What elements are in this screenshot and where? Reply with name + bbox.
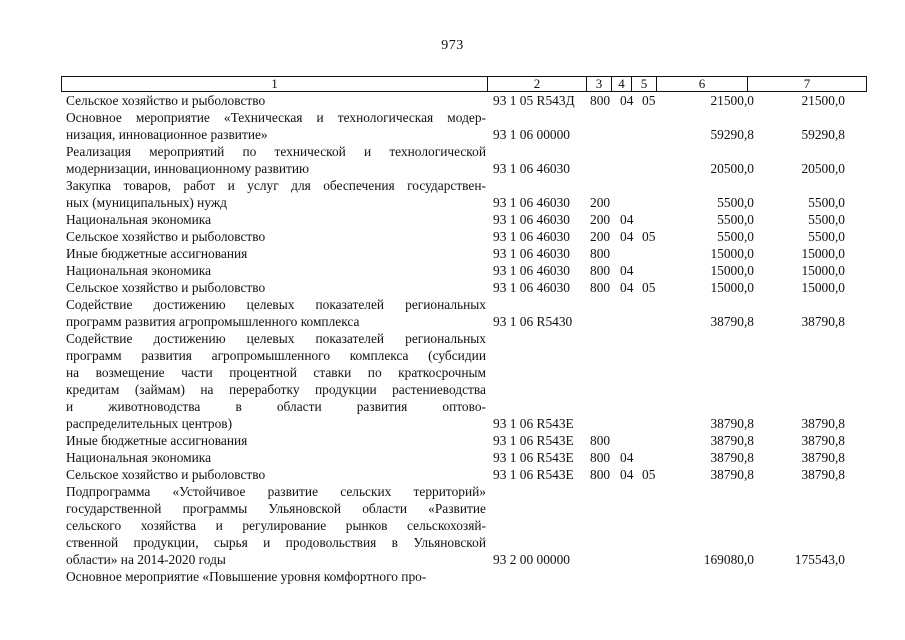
row-section: 04 [620, 93, 634, 108]
row-expense-type: 800 [590, 433, 611, 448]
table-row [0, 143, 905, 177]
row-name-line: Национальная экономика [66, 263, 212, 278]
table-row [0, 262, 905, 279]
header-col-5: 5 [632, 77, 657, 91]
row-code: 93 1 06 46030 [493, 246, 570, 261]
row-section: 04 [620, 450, 634, 465]
row-cells [0, 415, 905, 432]
row-amount-col6: 38790,8 [710, 450, 754, 465]
table-row [0, 449, 905, 466]
row-expense-type: 800 [590, 93, 611, 108]
row-code: 93 1 06 46030 [493, 229, 570, 244]
row-name-line: Иные бюджетные ассигнования [66, 433, 248, 448]
header-col-7: 7 [803, 76, 811, 91]
row-code: 93 2 00 00000 [493, 552, 570, 567]
row-expense-type: 800 [590, 246, 611, 261]
row-cells [0, 279, 905, 296]
row-cells [0, 160, 905, 177]
row-amount-col6: 15000,0 [710, 280, 754, 295]
table-row [0, 432, 905, 449]
table-row [0, 568, 905, 585]
row-code: 93 1 06 R543E [493, 433, 574, 448]
row-amount-col7: 59290,8 [801, 127, 845, 142]
row-code: 93 1 06 46030 [493, 263, 570, 278]
row-amount-col6: 59290,8 [710, 127, 754, 142]
row-code: 93 1 06 R543E [493, 416, 574, 431]
row-name-line: Сельское хозяйство и рыболовство [66, 229, 266, 244]
row-amount-col7: 38790,8 [801, 433, 845, 448]
row-amount-col6: 5500,0 [717, 229, 754, 244]
row-name-line: Основное мероприятие «Техническая и технологическая модер- [66, 110, 486, 125]
row-amount-col6: 38790,8 [710, 314, 754, 329]
row-expense-type: 800 [590, 467, 611, 482]
table-row [0, 211, 905, 228]
row-amount-col6: 5500,0 [717, 212, 754, 227]
row-cells [0, 245, 905, 262]
row-amount-col7: 15000,0 [801, 263, 845, 278]
row-name-line: Реализация мероприятий по технической и технологической [66, 144, 486, 159]
row-name-line: программ развития агропромышленного комплекса [66, 314, 360, 329]
table-header [61, 76, 867, 92]
table-row [0, 330, 905, 432]
row-code: 93 1 06 46030 [493, 212, 570, 227]
row-subsection: 05 [642, 229, 656, 244]
row-cells [0, 126, 905, 143]
row-name-line: области» на 2014-2020 годы [66, 552, 226, 567]
row-name-line: Закупка товаров, работ и услуг для обеспечения государствен- [66, 178, 486, 193]
row-subsection: 05 [642, 93, 656, 108]
row-amount-col6: 20500,0 [710, 161, 754, 176]
table-row [0, 92, 905, 109]
row-amount-col7: 38790,8 [801, 467, 845, 482]
row-name-line: Иные бюджетные ассигнования [66, 246, 248, 261]
row-amount-col7: 38790,8 [801, 416, 845, 431]
row-subsection: 05 [642, 280, 656, 295]
row-amount-col6: 169080,0 [703, 552, 754, 567]
row-section: 04 [620, 263, 634, 278]
row-section: 04 [620, 229, 634, 244]
row-amount-col7: 38790,8 [801, 450, 845, 465]
row-amount-col7: 38790,8 [801, 314, 845, 329]
row-expense-type: 200 [590, 212, 611, 227]
row-name-line: сельского хозяйства и регулирование рынков сельскохозяй- [66, 518, 486, 533]
row-amount-col7: 5500,0 [808, 195, 845, 210]
row-cells [0, 449, 905, 466]
row-cells [0, 92, 905, 109]
row-code: 93 1 05 R543Д [493, 93, 575, 108]
row-amount-col7: 5500,0 [808, 229, 845, 244]
row-subsection: 05 [642, 467, 656, 482]
header-col-6: 6 [657, 77, 748, 91]
row-amount-col6: 38790,8 [710, 433, 754, 448]
row-cells [0, 551, 905, 568]
row-code: 93 1 06 46030 [493, 195, 570, 210]
row-amount-col7: 15000,0 [801, 246, 845, 261]
row-name-line: Содействие достижению целевых показателей региональных [66, 297, 486, 312]
row-name-line: распределительных центров) [66, 416, 233, 431]
row-amount-col6: 38790,8 [710, 467, 754, 482]
header-col-2: 2 [488, 77, 587, 91]
row-amount-col7: 15000,0 [801, 280, 845, 295]
page-number: 973 [441, 38, 464, 53]
row-name-line: модернизации, инновационному развитию [66, 161, 310, 176]
row-amount-col7: 21500,0 [801, 93, 845, 108]
row-code: 93 1 06 00000 [493, 127, 570, 142]
row-expense-type: 200 [590, 195, 611, 210]
row-amount-col6: 15000,0 [710, 246, 754, 261]
row-section: 04 [620, 280, 634, 295]
row-name-line: ных (муниципальных) нужд [66, 195, 227, 210]
row-amount-col7: 5500,0 [808, 212, 845, 227]
row-cells [0, 228, 905, 245]
row-expense-type: 800 [590, 280, 611, 295]
row-name-line: кредитам (займам) на переработку продукции растениеводства [66, 382, 486, 397]
header-col-1: 1 [62, 77, 488, 91]
table-row [0, 177, 905, 211]
row-cells [0, 432, 905, 449]
row-code: 93 1 06 R543E [493, 450, 574, 465]
row-code: 93 1 06 46030 [493, 280, 570, 295]
row-name-line: Подпрограмма «Устойчивое развитие сельских территорий» [66, 484, 486, 499]
row-section: 04 [620, 212, 634, 227]
row-amount-col6: 5500,0 [717, 195, 754, 210]
row-code: 93 1 06 46030 [493, 161, 570, 176]
table-row [0, 228, 905, 245]
row-amount-col6: 21500,0 [710, 93, 754, 108]
row-cells [0, 262, 905, 279]
row-name-line: Сельское хозяйство и рыболовство [66, 93, 266, 108]
row-amount-col6: 38790,8 [710, 416, 754, 431]
header-col-3: 3 [587, 77, 612, 91]
row-name-line: программ развития агропромышленного комплекса (субсидии [66, 348, 486, 363]
row-name-line: Сельское хозяйство и рыболовство [66, 467, 266, 482]
row-name-line: ственной продукции, сырья и продовольствия в Ульяновской [66, 535, 486, 550]
row-name-line: и животноводства в области развития оптово- [66, 399, 486, 414]
table-body [0, 92, 905, 585]
row-cells [0, 211, 905, 228]
row-cells [0, 194, 905, 211]
row-name-line: государственной программы Ульяновской области «Развитие [66, 501, 486, 516]
row-expense-type: 800 [590, 263, 611, 278]
table-row [0, 296, 905, 330]
row-cells [0, 568, 905, 585]
row-amount-col7: 20500,0 [801, 161, 845, 176]
row-code: 93 1 06 R543E [493, 467, 574, 482]
row-cells [0, 466, 905, 483]
table-row [0, 466, 905, 483]
row-amount-col6: 15000,0 [710, 263, 754, 278]
row-expense-type: 800 [590, 450, 611, 465]
row-cells [0, 313, 905, 330]
row-name-line: Сельское хозяйство и рыболовство [66, 280, 266, 295]
row-name-line: низация, инновационное развитие» [66, 127, 268, 142]
table-row [0, 245, 905, 262]
row-name-line: Содействие достижению целевых показателей региональных [66, 331, 486, 346]
table-row [0, 279, 905, 296]
row-name-line: Основное мероприятие «Повышение уровня комфортного про- [66, 569, 427, 584]
row-name-line: Национальная экономика [66, 450, 212, 465]
header-col-4: 4 [612, 77, 632, 91]
row-section: 04 [620, 467, 634, 482]
row-name-line: Национальная экономика [66, 212, 212, 227]
table-row [0, 483, 905, 568]
row-expense-type: 200 [590, 229, 611, 244]
table-row [0, 109, 905, 143]
row-amount-col7: 175543,0 [794, 552, 845, 567]
row-code: 93 1 06 R5430 [493, 314, 573, 329]
row-name-line: на возмещение части процентной ставки по краткосрочным [66, 365, 486, 380]
